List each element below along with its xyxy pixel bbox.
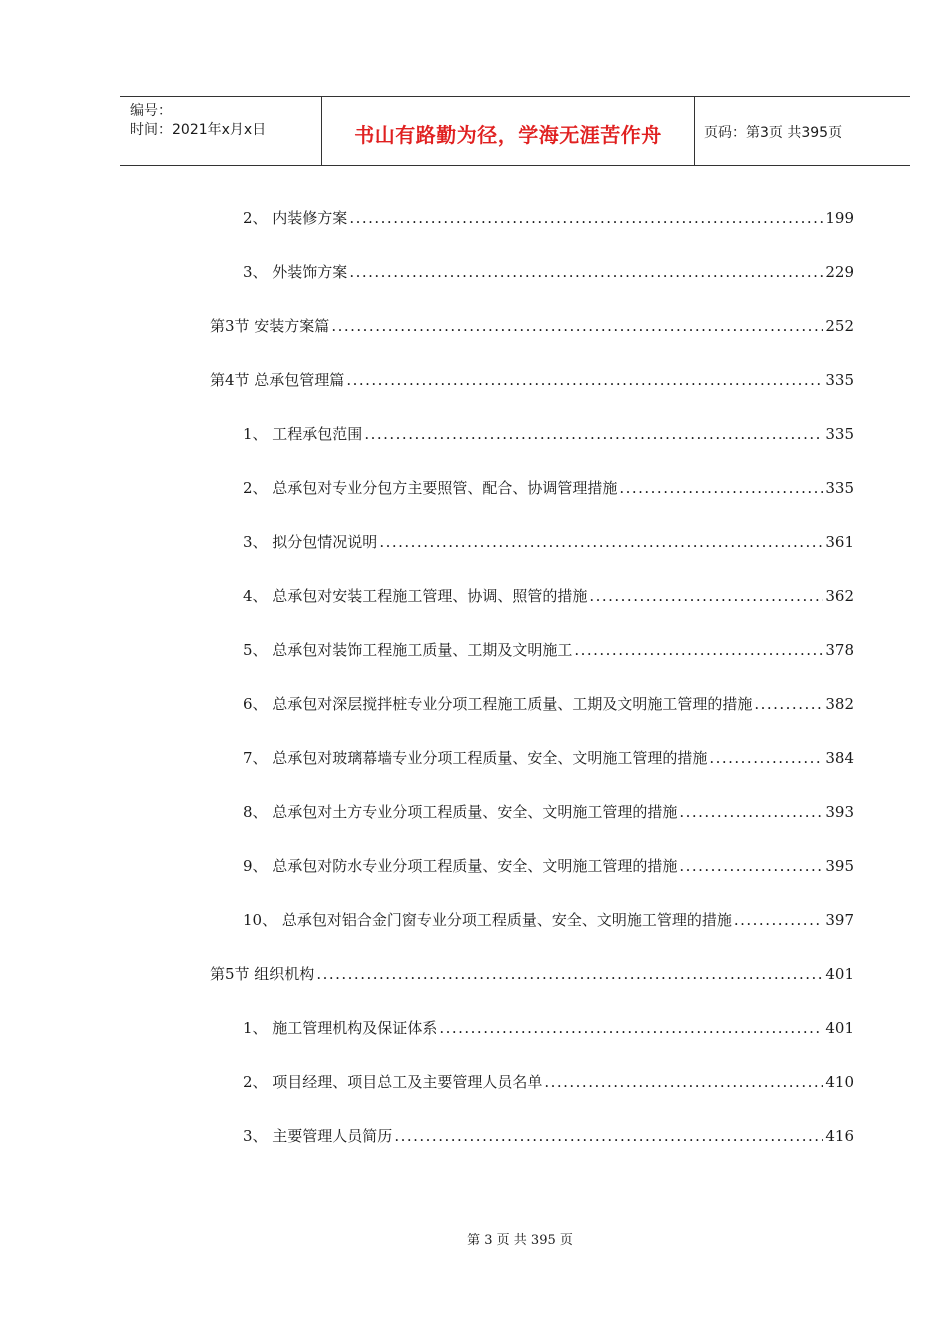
toc-entry[interactable] xyxy=(243,855,854,877)
toc-entry-title: 3、 拟分包情况说明 xyxy=(243,533,378,551)
toc-leader xyxy=(379,531,823,553)
toc-entry-title: 7、 总承包对玻璃幕墙专业分项工程质量、安全、文明施工管理的措施 xyxy=(243,749,708,767)
document-number-label: 编号： xyxy=(130,103,172,119)
toc-entry-page: 335 xyxy=(825,425,854,443)
toc-leader xyxy=(331,315,823,337)
toc-leader xyxy=(679,801,823,823)
toc-entry[interactable] xyxy=(243,423,854,445)
toc-leader xyxy=(364,423,823,445)
toc-leader xyxy=(619,477,823,499)
toc-entry-title: 2、 内装修方案 xyxy=(243,209,348,227)
toc-entry-title: 10、 总承包对铝合金门窗专业分项工程质量、安全、文明施工管理的措施 xyxy=(243,911,732,929)
toc-entry-title: 3、 主要管理人员简历 xyxy=(243,1127,393,1145)
toc-leader xyxy=(439,1017,823,1039)
toc-leader xyxy=(709,747,823,769)
toc-entry[interactable] xyxy=(243,1125,854,1147)
toc-entry[interactable] xyxy=(243,1071,854,1093)
toc-entry-page: 393 xyxy=(825,803,854,821)
toc-entry-page: 397 xyxy=(825,911,854,929)
toc-entry-title: 第4节 总承包管理篇 xyxy=(210,371,345,389)
header-page-cell xyxy=(694,97,910,165)
toc-entry-title: 9、 总承包对防水专业分项工程质量、安全、文明施工管理的措施 xyxy=(243,857,678,875)
document-time-label: 时间：2021年x月x日 xyxy=(130,122,267,138)
toc-entry-page: 401 xyxy=(825,965,854,983)
header-motto-cell xyxy=(321,97,695,165)
toc-entry-page: 335 xyxy=(825,371,854,389)
document-header xyxy=(120,96,910,166)
toc-entry-page: 252 xyxy=(825,317,854,335)
toc-entry-page: 362 xyxy=(825,587,854,605)
toc-entry-page: 382 xyxy=(825,695,854,713)
toc-entry[interactable] xyxy=(243,909,854,931)
toc-entry-page: 335 xyxy=(825,479,854,497)
toc-leader xyxy=(349,261,823,283)
toc-entry-page: 416 xyxy=(825,1127,854,1145)
toc-entry-title: 6、 总承包对深层搅拌桩专业分项工程施工质量、工期及文明施工管理的措施 xyxy=(243,695,753,713)
toc-entry-page: 199 xyxy=(825,209,854,227)
page-footer: 第 3 页 共 395 页 xyxy=(467,1233,573,1248)
toc-entry-title: 2、 总承包对专业分包方主要照管、配合、协调管理措施 xyxy=(243,479,618,497)
toc-entry[interactable] xyxy=(243,801,854,823)
header-motto: 书山有路勤为径，学海无涯苦作舟 xyxy=(354,123,662,147)
toc-entry-title: 1、 工程承包范围 xyxy=(243,425,363,443)
toc-leader xyxy=(349,207,823,229)
toc-leader xyxy=(574,639,823,661)
toc-entry[interactable] xyxy=(243,261,854,283)
toc-entry-page: 384 xyxy=(825,749,854,767)
toc-entry-page: 361 xyxy=(825,533,854,551)
toc-entry[interactable] xyxy=(243,639,854,661)
toc-entry[interactable] xyxy=(243,585,854,607)
toc-leader xyxy=(316,963,823,985)
toc-entry-title: 4、 总承包对安装工程施工管理、协调、照管的措施 xyxy=(243,587,588,605)
toc-entry[interactable] xyxy=(210,315,854,337)
toc-entry[interactable] xyxy=(210,369,854,391)
toc-entry[interactable] xyxy=(243,477,854,499)
toc-entry-page: 410 xyxy=(825,1073,854,1091)
toc-entry-title: 第5节 组织机构 xyxy=(210,965,315,983)
toc-leader xyxy=(544,1071,823,1093)
toc-leader xyxy=(754,693,823,715)
toc-entry-page: 229 xyxy=(825,263,854,281)
toc-entry-page: 401 xyxy=(825,1019,854,1037)
toc-entry-title: 2、 项目经理、项目总工及主要管理人员名单 xyxy=(243,1073,543,1091)
toc-entry-title: 8、 总承包对土方专业分项工程质量、安全、文明施工管理的措施 xyxy=(243,803,678,821)
header-info-cell xyxy=(120,97,320,165)
toc-entry[interactable] xyxy=(243,207,854,229)
header-page-label: 页码：第3页 共395页 xyxy=(704,125,843,141)
toc-entry[interactable] xyxy=(210,963,854,985)
toc-entry-title: 第3节 安装方案篇 xyxy=(210,317,330,335)
toc-entry[interactable] xyxy=(243,693,854,715)
toc-entry-title: 1、 施工管理机构及保证体系 xyxy=(243,1019,438,1037)
toc-entry[interactable] xyxy=(243,747,854,769)
toc-leader xyxy=(734,909,824,931)
toc-entry-title: 3、 外装饰方案 xyxy=(243,263,348,281)
toc-entry-page: 395 xyxy=(825,857,854,875)
toc-leader xyxy=(346,369,823,391)
toc-entry-page: 378 xyxy=(825,641,854,659)
toc-leader xyxy=(589,585,823,607)
toc-leader xyxy=(394,1125,823,1147)
toc-leader xyxy=(679,855,823,877)
toc-entry[interactable] xyxy=(243,531,854,553)
toc-entry[interactable] xyxy=(243,1017,854,1039)
toc-entry-title: 5、 总承包对装饰工程施工质量、工期及文明施工 xyxy=(243,641,573,659)
